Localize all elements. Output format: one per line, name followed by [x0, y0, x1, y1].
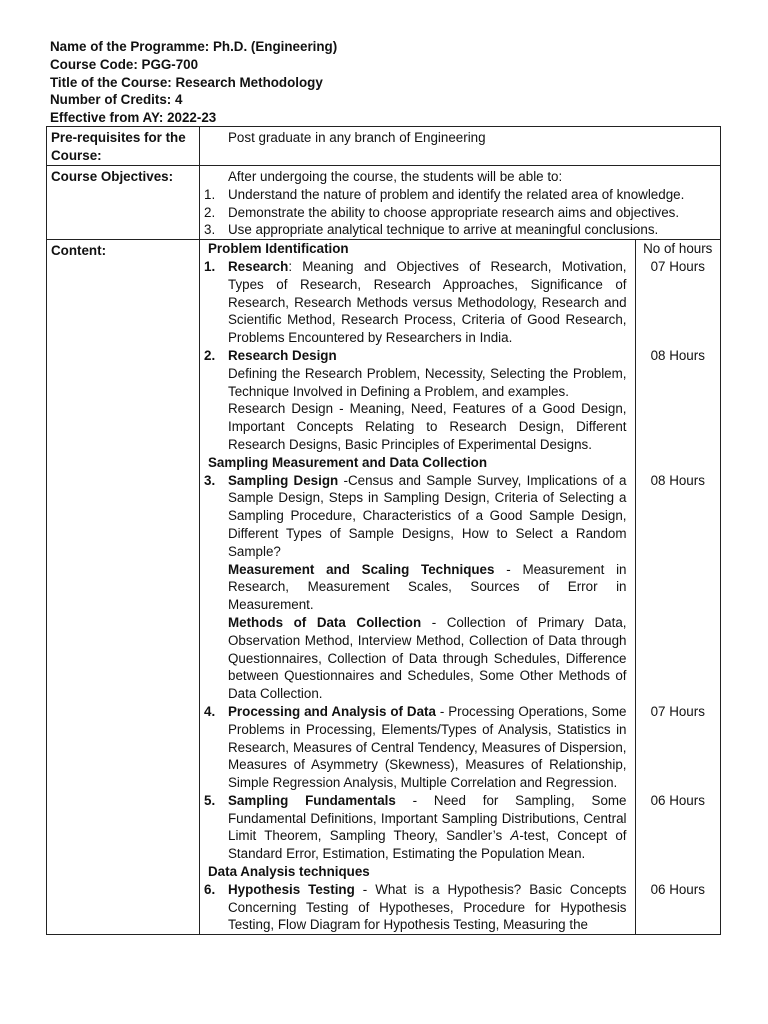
syllabus-table	[46, 126, 721, 935]
prerequisites-value	[200, 127, 721, 166]
objective-text: Use appropriate analytical technique to arrive at meaningful conclusions.	[228, 222, 659, 238]
subtopic-description: - Measurement in Research, Measurement Scales, Sources of Error in Measurement.	[228, 561, 627, 613]
topic-description: -test, Concept of Standard Error, Estimation, Estimating the Population Mean.	[228, 828, 627, 862]
topic-number: 4.	[204, 703, 216, 719]
topic-description: -Census and Sample Survey, Implications of a Sample Design, Steps in Sampling Design, Criteria of Selecting a Sampling Procedure, Characteristics of a Good Sample Design, Different Types of Sample Designs, How to Select a Random Sample?	[228, 472, 627, 559]
topic-title: Sampling Design	[228, 472, 339, 488]
topic-item	[204, 792, 627, 863]
prerequisites-row	[47, 127, 721, 166]
topic-description: Meaning and Objectives of Research, Motivation, Types of Research, Research Approaches, Significance of Research, Research Methods versus Methodology, Research and Scientific Method, Research Process, Criteria of Good Research, Problems Encountered by Researchers in India.	[228, 258, 627, 346]
topic-row	[200, 881, 720, 934]
topic-italic-term: A	[510, 828, 520, 844]
topic-hours: 06 Hours	[650, 881, 705, 897]
section-row	[200, 240, 720, 258]
topic-number: 1.	[204, 258, 216, 274]
content-cell	[200, 240, 721, 935]
objective-text: Understand the nature of problem and identify the related area of knowledge.	[228, 186, 685, 202]
course-credits: Number of Credits: 4	[50, 92, 183, 108]
topic-number: 2.	[204, 347, 216, 363]
course-title: Title of the Course: Research Methodology	[50, 74, 323, 90]
topic-hours: 07 Hours	[650, 703, 705, 719]
objectives-row	[47, 166, 721, 240]
objective-number: 3.	[204, 222, 216, 238]
topic-hours: 08 Hours	[650, 347, 705, 363]
objectives-label: Course Objectives:	[47, 166, 200, 240]
objective-item	[204, 221, 720, 239]
topic-title: Sampling Fundamentals	[228, 792, 396, 808]
topic-number: 6.	[204, 881, 216, 897]
topic-description: Defining the Research Problem, Necessity, Selecting the Problem, Technique Involved in Defining a Problem, and examples.	[228, 365, 627, 399]
topic-title: Hypothesis Testing	[228, 881, 355, 897]
topic-row	[200, 792, 720, 863]
objectives-intro: After undergoing the course, the students will be able to:	[228, 169, 563, 184]
topic-row	[200, 347, 720, 454]
topic-row	[200, 472, 720, 703]
section-row	[200, 863, 720, 881]
topic-description: Research Design - Meaning, Need, Features of a Good Design, Important Concepts Relating to Research Design, Different Research Designs, Basic Principles of Experimental Designs.	[228, 401, 627, 452]
content-row	[47, 240, 721, 935]
topic-description: - Need for Sampling, Some Fundamental Definitions, Important Sampling Distributions, Central Limit Theorem, Sampling Theory, Sandler’s	[228, 792, 627, 844]
objective-text: Demonstrate the ability to choose appropriate research aims and objectives.	[228, 204, 680, 220]
section-heading: Data Analysis techniques	[208, 864, 370, 880]
topic-item	[204, 472, 627, 703]
topic-item	[204, 881, 627, 934]
topic-title: Research Design	[228, 347, 337, 363]
topic-item	[204, 258, 627, 347]
topic-number: 3.	[204, 472, 216, 488]
subtopic-title: Measurement and Scaling Techniques	[228, 561, 495, 577]
course-header	[50, 38, 337, 127]
topic-number: 5.	[204, 792, 216, 808]
content-label: Content:	[47, 240, 200, 935]
prerequisites-text: Post graduate in any branch of Engineering	[228, 130, 486, 145]
topic-separator: :	[288, 258, 303, 274]
subtopic-description: - Collection of Primary Data, Observation Method, Interview Method, Collection of Data through Questionnaires, Collection of Data through Schedules, Difference between Questionnaires and Schedules, Some Other Methods of Data Collection.	[228, 614, 627, 702]
topic-row	[200, 258, 720, 347]
objectives-cell	[200, 166, 721, 240]
topic-title: Processing and Analysis of Data	[228, 703, 436, 719]
prerequisites-label: Pre-requisites for the Course:	[47, 127, 200, 166]
topic-item	[204, 347, 627, 454]
topic-row	[200, 703, 720, 792]
objective-item	[204, 186, 720, 204]
section-heading: Problem Identification	[208, 241, 349, 257]
topic-hours: 07 Hours	[650, 258, 705, 274]
objectives-list	[204, 186, 720, 239]
topic-item	[204, 703, 627, 792]
topic-title: Research	[228, 258, 289, 274]
topic-hours: 06 Hours	[650, 792, 705, 808]
topic-description: - Processing Operations, Some Problems in Processing, Elements/Types of Analysis, Statistics in Research, Measures of Central Tendency, Measures of Dispersion, Measures of Asymmetry (Skewness), Measures of Relationship, Simple Regression Analysis, Multiple Correlation and Regression.	[228, 703, 627, 791]
topic-hours: 08 Hours	[650, 472, 705, 488]
topic-description: - What is a Hypothesis? Basic Concepts Concerning Testing of Hypotheses, Procedure for Hypothesis Testing, Flow Diagram for Hypothesis Testing, Measuring the	[228, 881, 627, 933]
content-table	[200, 240, 720, 934]
effective-year: Effective from AY: 2022-23	[50, 110, 217, 126]
hours-header: No of hours	[643, 241, 713, 257]
objective-item	[204, 204, 720, 222]
section-row	[200, 454, 720, 472]
programme-name: Name of the Programme: Ph.D. (Engineering)	[50, 39, 338, 54]
objective-number: 1.	[204, 186, 216, 202]
subtopic-title: Methods of Data Collection	[228, 614, 422, 630]
objective-number: 2.	[204, 204, 216, 220]
section-heading: Sampling Measurement and Data Collection	[208, 454, 488, 470]
course-code: Course Code: PGG-700	[50, 56, 199, 72]
